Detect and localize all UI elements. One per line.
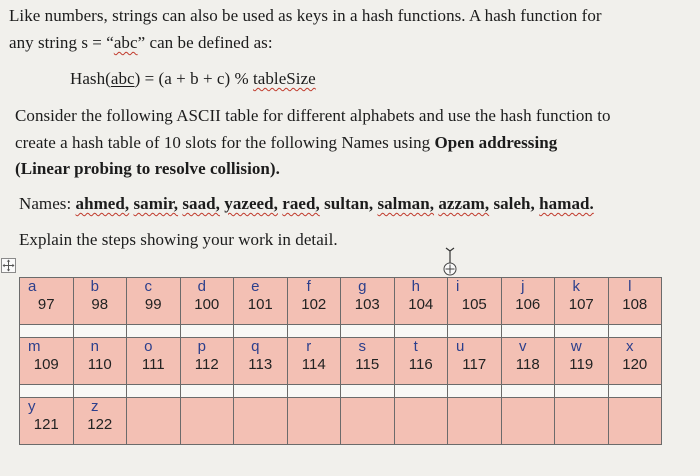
- cell-code: 106: [515, 296, 541, 313]
- ascii-cell: [234, 278, 288, 325]
- cell-code: 116: [408, 356, 433, 373]
- ascii-row-a-l: [20, 278, 662, 325]
- ascii-cell: [234, 338, 288, 385]
- ascii-cell: [555, 338, 609, 385]
- name-yazeed: yazeed,: [224, 194, 278, 213]
- intro-line-2: [9, 33, 273, 53]
- question-line-3: [15, 159, 280, 179]
- text-cursor-icon: [439, 247, 461, 277]
- ascii-cell: [501, 278, 555, 325]
- cell-code: 115: [355, 356, 380, 373]
- intro-key: abc: [113, 33, 138, 52]
- cell-letter: x: [626, 338, 634, 355]
- cell-letter: q: [251, 338, 260, 355]
- formula-arg: abc: [110, 69, 135, 88]
- cell-letter: m: [28, 338, 41, 355]
- name-salman: salman,: [377, 194, 435, 213]
- ascii-cell: [501, 398, 555, 445]
- cell-letter: o: [144, 338, 153, 355]
- cell-letter: u: [456, 338, 465, 355]
- ascii-cell: [20, 338, 74, 385]
- cell-code: 114: [301, 356, 326, 373]
- cell-code: 119: [569, 356, 594, 373]
- cell-letter: p: [197, 338, 206, 355]
- ascii-cell: [555, 398, 609, 445]
- ascii-cell: [448, 278, 502, 325]
- cell-letter: h: [411, 278, 420, 295]
- name-azzam: azzam,: [438, 194, 490, 213]
- formula-table-size: tableSize: [253, 69, 316, 88]
- ascii-cell: [394, 278, 448, 325]
- name-hamad: hamad.: [539, 194, 594, 213]
- cell-letter: w: [570, 338, 582, 355]
- ascii-cell: [287, 338, 341, 385]
- ascii-cell: [448, 338, 502, 385]
- ascii-cell: [180, 398, 234, 445]
- name-raed: raed,: [282, 194, 320, 213]
- question-open-addressing: Open addressing: [434, 133, 558, 152]
- cell-letter: a: [28, 278, 37, 295]
- cell-code: 99: [144, 296, 162, 313]
- question-line-2: [15, 133, 557, 153]
- cell-letter: e: [251, 278, 260, 295]
- ascii-cell: [180, 338, 234, 385]
- cell-code: 101: [247, 296, 273, 313]
- cell-letter: y: [28, 398, 36, 415]
- cell-letter: c: [144, 278, 152, 295]
- cell-letter: f: [306, 278, 311, 295]
- cell-code: 103: [354, 296, 380, 313]
- cell-code: 105: [461, 296, 487, 313]
- cell-code: 110: [87, 356, 112, 373]
- ascii-cell: [394, 398, 448, 445]
- intro-line-2-pre: any string s = “: [9, 33, 114, 52]
- question-linear-probing: (Linear probing to resolve collision).: [15, 159, 280, 178]
- cell-letter: v: [519, 338, 527, 355]
- cell-code: 102: [301, 296, 327, 313]
- ascii-cell: [73, 278, 127, 325]
- question-line-2-pre: create a hash table of 10 slots for the following Names using: [15, 133, 435, 152]
- cell-letter: j: [521, 278, 525, 295]
- cell-code: 117: [462, 356, 487, 373]
- ascii-cell: [73, 338, 127, 385]
- ascii-cell: [127, 338, 181, 385]
- ascii-cell: [127, 398, 181, 445]
- ascii-cell: [341, 278, 395, 325]
- cell-code: 104: [408, 296, 434, 313]
- ascii-cell: [341, 338, 395, 385]
- cell-letter: l: [628, 278, 632, 295]
- names-line: [19, 194, 594, 214]
- cell-letter: r: [306, 338, 312, 355]
- cell-letter: g: [358, 278, 367, 295]
- intro-line-2-post: ” can be defined as:: [137, 33, 273, 52]
- cell-letter: s: [358, 338, 366, 355]
- ascii-cell: [608, 398, 662, 445]
- name-ahmed: ahmed,: [75, 194, 130, 213]
- cell-code: 98: [91, 296, 109, 313]
- name-sultan: sultan,: [324, 194, 374, 213]
- ascii-row-y-z: [20, 398, 662, 445]
- cell-code: 113: [248, 356, 273, 373]
- formula-mid: ) = (a + b + c) %: [134, 69, 254, 88]
- ascii-cell: [287, 398, 341, 445]
- cell-code: 109: [33, 356, 59, 373]
- table-move-icon[interactable]: [1, 258, 16, 273]
- ascii-cell: [20, 398, 74, 445]
- name-samir: samir,: [133, 194, 179, 213]
- ascii-cell: [555, 278, 609, 325]
- ascii-cell: [394, 338, 448, 385]
- formula-prefix: Hash(: [70, 69, 111, 88]
- ascii-cell: [341, 398, 395, 445]
- cell-letter: i: [456, 278, 460, 295]
- ascii-row-m-x: [20, 338, 662, 385]
- ascii-cell: [608, 278, 662, 325]
- cell-code: 122: [87, 416, 113, 433]
- ascii-table: [19, 277, 662, 445]
- ascii-cell: [180, 278, 234, 325]
- ascii-cell: [448, 398, 502, 445]
- instruction: Explain the steps showing your work in detail.: [19, 230, 338, 249]
- name-saleh: saleh,: [493, 194, 535, 213]
- ascii-cell: [501, 338, 555, 385]
- question-line-1: Consider the following ASCII table for different alphabets and use the hash function to: [15, 106, 611, 125]
- ascii-cell: [73, 398, 127, 445]
- hash-formula: [70, 69, 316, 89]
- cell-code: 100: [194, 296, 220, 313]
- move-arrows-icon: [2, 259, 15, 272]
- ascii-cell: [127, 278, 181, 325]
- cell-code: 107: [568, 296, 594, 313]
- cell-code: 112: [194, 356, 219, 373]
- spacer-row: [20, 325, 662, 338]
- cell-letter: b: [90, 278, 99, 295]
- ascii-cell: [20, 278, 74, 325]
- cell-letter: d: [197, 278, 206, 295]
- ascii-cell: [234, 398, 288, 445]
- cell-letter: n: [90, 338, 99, 355]
- names-label: Names:: [19, 194, 76, 213]
- spacer-row: [20, 385, 662, 398]
- cell-code: 121: [33, 416, 59, 433]
- cell-code: 118: [515, 356, 540, 373]
- cell-letter: k: [572, 278, 580, 295]
- cell-code: 111: [141, 356, 165, 373]
- cell-code: 108: [622, 296, 648, 313]
- ascii-cell: [608, 338, 662, 385]
- name-saad: saad,: [182, 194, 220, 213]
- cell-letter: z: [91, 398, 99, 415]
- cell-code: 97: [37, 296, 55, 313]
- ascii-cell: [287, 278, 341, 325]
- intro-line-1: Like numbers, strings can also be used as keys in a hash functions. A hash function for: [9, 6, 602, 25]
- cell-code: 120: [622, 356, 648, 373]
- cell-letter: t: [413, 338, 418, 355]
